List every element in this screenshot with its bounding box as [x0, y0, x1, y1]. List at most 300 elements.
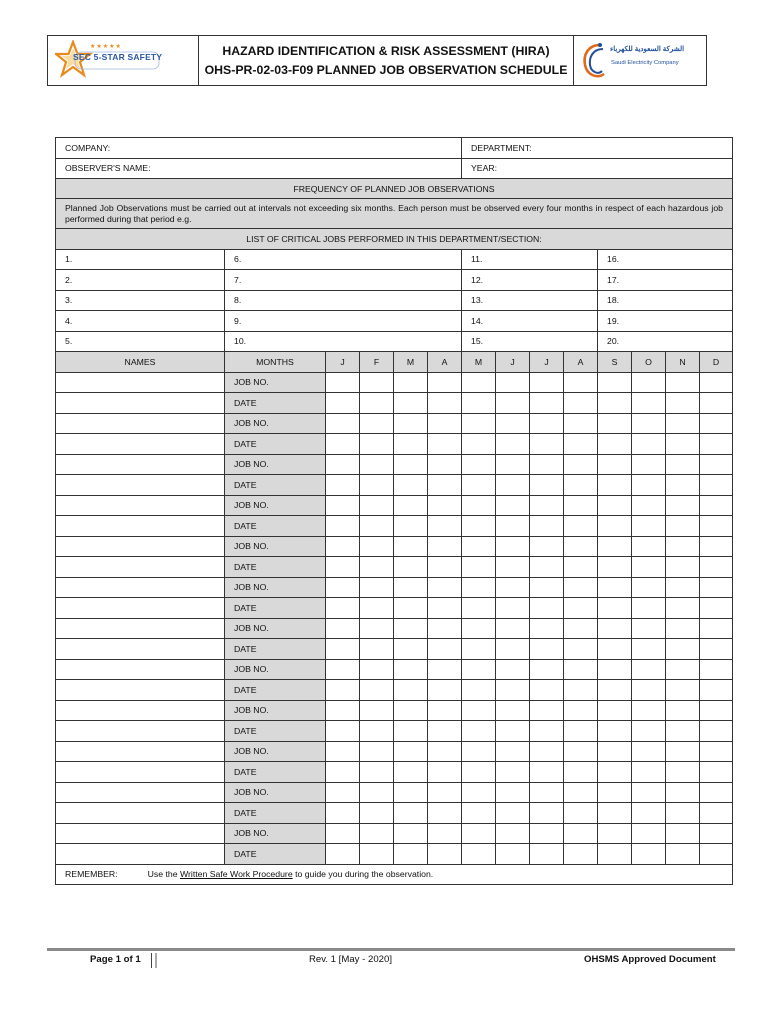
month-entry-cell[interactable]	[360, 413, 394, 434]
month-entry-cell[interactable]	[326, 516, 360, 537]
month-entry-cell[interactable]	[632, 393, 666, 414]
month-entry-cell[interactable]	[394, 413, 428, 434]
month-entry-cell[interactable]	[428, 413, 462, 434]
month-entry-cell[interactable]	[394, 803, 428, 824]
month-entry-cell[interactable]	[530, 536, 564, 557]
month-entry-cell[interactable]	[700, 413, 733, 434]
month-entry-cell[interactable]	[666, 741, 700, 762]
month-entry-cell[interactable]	[564, 680, 598, 701]
employee-name-cell[interactable]	[56, 372, 225, 393]
month-entry-cell[interactable]	[496, 393, 530, 414]
month-entry-cell[interactable]	[428, 762, 462, 783]
critical-job-12[interactable]: 12.	[462, 270, 598, 291]
critical-job-18[interactable]: 18.	[598, 290, 733, 311]
month-entry-cell[interactable]	[666, 577, 700, 598]
month-entry-cell[interactable]	[496, 475, 530, 496]
month-entry-cell[interactable]	[326, 454, 360, 475]
month-entry-cell[interactable]	[462, 372, 496, 393]
month-entry-cell[interactable]	[666, 680, 700, 701]
month-entry-cell[interactable]	[632, 475, 666, 496]
month-entry-cell[interactable]	[700, 557, 733, 578]
month-entry-cell[interactable]	[700, 803, 733, 824]
month-entry-cell[interactable]	[462, 782, 496, 803]
month-entry-cell[interactable]	[394, 598, 428, 619]
month-entry-cell[interactable]	[428, 475, 462, 496]
month-entry-cell[interactable]	[394, 618, 428, 639]
critical-job-5[interactable]: 5.	[56, 331, 225, 352]
month-entry-cell[interactable]	[632, 844, 666, 865]
month-entry-cell[interactable]	[428, 741, 462, 762]
month-entry-cell[interactable]	[666, 536, 700, 557]
month-entry-cell[interactable]	[326, 393, 360, 414]
month-entry-cell[interactable]	[496, 618, 530, 639]
month-entry-cell[interactable]	[462, 721, 496, 742]
month-entry-cell[interactable]	[394, 782, 428, 803]
month-entry-cell[interactable]	[496, 434, 530, 455]
month-entry-cell[interactable]	[428, 516, 462, 537]
month-entry-cell[interactable]	[700, 536, 733, 557]
month-entry-cell[interactable]	[700, 495, 733, 516]
month-entry-cell[interactable]	[666, 495, 700, 516]
month-entry-cell[interactable]	[360, 434, 394, 455]
month-entry-cell[interactable]	[326, 413, 360, 434]
month-entry-cell[interactable]	[564, 803, 598, 824]
critical-job-16[interactable]: 16.	[598, 249, 733, 270]
month-entry-cell[interactable]	[394, 823, 428, 844]
month-entry-cell[interactable]	[564, 721, 598, 742]
month-entry-cell[interactable]	[462, 475, 496, 496]
month-entry-cell[interactable]	[598, 659, 632, 680]
month-entry-cell[interactable]	[326, 782, 360, 803]
month-entry-cell[interactable]	[394, 434, 428, 455]
month-entry-cell[interactable]	[428, 782, 462, 803]
month-entry-cell[interactable]	[326, 639, 360, 660]
month-entry-cell[interactable]	[326, 823, 360, 844]
month-entry-cell[interactable]	[666, 762, 700, 783]
employee-name-cell[interactable]	[56, 557, 225, 578]
month-entry-cell[interactable]	[700, 762, 733, 783]
month-entry-cell[interactable]	[666, 434, 700, 455]
month-entry-cell[interactable]	[394, 721, 428, 742]
month-entry-cell[interactable]	[360, 762, 394, 783]
month-entry-cell[interactable]	[564, 557, 598, 578]
month-entry-cell[interactable]	[394, 495, 428, 516]
month-entry-cell[interactable]	[360, 516, 394, 537]
month-entry-cell[interactable]	[462, 618, 496, 639]
month-entry-cell[interactable]	[530, 659, 564, 680]
month-entry-cell[interactable]	[564, 413, 598, 434]
month-entry-cell[interactable]	[632, 454, 666, 475]
month-entry-cell[interactable]	[496, 659, 530, 680]
month-entry-cell[interactable]	[326, 700, 360, 721]
month-entry-cell[interactable]	[632, 413, 666, 434]
month-entry-cell[interactable]	[700, 782, 733, 803]
month-entry-cell[interactable]	[700, 372, 733, 393]
month-entry-cell[interactable]	[598, 762, 632, 783]
month-entry-cell[interactable]	[394, 680, 428, 701]
safe-work-procedure-link[interactable]: Written Safe Work Procedure	[179, 869, 293, 880]
month-entry-cell[interactable]	[394, 372, 428, 393]
month-entry-cell[interactable]	[326, 741, 360, 762]
employee-name-cell[interactable]	[56, 721, 225, 742]
month-entry-cell[interactable]	[530, 618, 564, 639]
month-entry-cell[interactable]	[326, 680, 360, 701]
month-entry-cell[interactable]	[700, 721, 733, 742]
company-field[interactable]: COMPANY:	[56, 138, 462, 159]
month-entry-cell[interactable]	[326, 618, 360, 639]
month-entry-cell[interactable]	[428, 803, 462, 824]
month-entry-cell[interactable]	[564, 577, 598, 598]
month-entry-cell[interactable]	[394, 741, 428, 762]
month-entry-cell[interactable]	[496, 577, 530, 598]
employee-name-cell[interactable]	[56, 393, 225, 414]
employee-name-cell[interactable]	[56, 434, 225, 455]
critical-job-2[interactable]: 2.	[56, 270, 225, 291]
employee-name-cell[interactable]	[56, 659, 225, 680]
month-entry-cell[interactable]	[598, 823, 632, 844]
month-entry-cell[interactable]	[428, 393, 462, 414]
month-entry-cell[interactable]	[700, 823, 733, 844]
month-entry-cell[interactable]	[326, 803, 360, 824]
month-entry-cell[interactable]	[632, 434, 666, 455]
month-entry-cell[interactable]	[496, 454, 530, 475]
month-entry-cell[interactable]	[598, 372, 632, 393]
month-entry-cell[interactable]	[530, 741, 564, 762]
month-entry-cell[interactable]	[598, 557, 632, 578]
month-entry-cell[interactable]	[462, 844, 496, 865]
month-entry-cell[interactable]	[394, 393, 428, 414]
employee-name-cell[interactable]	[56, 680, 225, 701]
month-entry-cell[interactable]	[632, 372, 666, 393]
month-entry-cell[interactable]	[530, 721, 564, 742]
employee-name-cell[interactable]	[56, 577, 225, 598]
month-entry-cell[interactable]	[564, 659, 598, 680]
month-entry-cell[interactable]	[700, 598, 733, 619]
month-entry-cell[interactable]	[598, 495, 632, 516]
month-entry-cell[interactable]	[700, 393, 733, 414]
month-entry-cell[interactable]	[496, 413, 530, 434]
employee-name-cell[interactable]	[56, 741, 225, 762]
month-entry-cell[interactable]	[598, 700, 632, 721]
critical-job-19[interactable]: 19.	[598, 311, 733, 332]
month-entry-cell[interactable]	[530, 700, 564, 721]
month-entry-cell[interactable]	[666, 639, 700, 660]
month-entry-cell[interactable]	[598, 577, 632, 598]
month-entry-cell[interactable]	[564, 598, 598, 619]
month-entry-cell[interactable]	[700, 618, 733, 639]
employee-name-cell[interactable]	[56, 618, 225, 639]
month-entry-cell[interactable]	[394, 475, 428, 496]
month-entry-cell[interactable]	[666, 372, 700, 393]
month-entry-cell[interactable]	[564, 475, 598, 496]
month-entry-cell[interactable]	[700, 700, 733, 721]
month-entry-cell[interactable]	[598, 598, 632, 619]
critical-job-1[interactable]: 1.	[56, 249, 225, 270]
month-entry-cell[interactable]	[564, 372, 598, 393]
month-entry-cell[interactable]	[462, 680, 496, 701]
month-entry-cell[interactable]	[360, 721, 394, 742]
month-entry-cell[interactable]	[462, 516, 496, 537]
month-entry-cell[interactable]	[632, 803, 666, 824]
month-entry-cell[interactable]	[496, 762, 530, 783]
employee-name-cell[interactable]	[56, 782, 225, 803]
month-entry-cell[interactable]	[530, 434, 564, 455]
critical-job-14[interactable]: 14.	[462, 311, 598, 332]
month-entry-cell[interactable]	[360, 680, 394, 701]
month-entry-cell[interactable]	[530, 782, 564, 803]
month-entry-cell[interactable]	[326, 495, 360, 516]
month-entry-cell[interactable]	[632, 516, 666, 537]
month-entry-cell[interactable]	[666, 721, 700, 742]
month-entry-cell[interactable]	[394, 557, 428, 578]
month-entry-cell[interactable]	[462, 413, 496, 434]
month-entry-cell[interactable]	[530, 557, 564, 578]
month-entry-cell[interactable]	[530, 393, 564, 414]
month-entry-cell[interactable]	[530, 823, 564, 844]
month-entry-cell[interactable]	[394, 639, 428, 660]
month-entry-cell[interactable]	[598, 393, 632, 414]
month-entry-cell[interactable]	[564, 536, 598, 557]
month-entry-cell[interactable]	[360, 823, 394, 844]
month-entry-cell[interactable]	[530, 762, 564, 783]
month-entry-cell[interactable]	[462, 803, 496, 824]
month-entry-cell[interactable]	[360, 639, 394, 660]
month-entry-cell[interactable]	[700, 516, 733, 537]
month-entry-cell[interactable]	[462, 639, 496, 660]
critical-job-20[interactable]: 20.	[598, 331, 733, 352]
month-entry-cell[interactable]	[326, 577, 360, 598]
employee-name-cell[interactable]	[56, 803, 225, 824]
critical-job-4[interactable]: 4.	[56, 311, 225, 332]
month-entry-cell[interactable]	[360, 536, 394, 557]
month-entry-cell[interactable]	[632, 762, 666, 783]
month-entry-cell[interactable]	[496, 536, 530, 557]
month-entry-cell[interactable]	[530, 454, 564, 475]
month-entry-cell[interactable]	[666, 618, 700, 639]
month-entry-cell[interactable]	[564, 741, 598, 762]
month-entry-cell[interactable]	[496, 844, 530, 865]
month-entry-cell[interactable]	[700, 659, 733, 680]
month-entry-cell[interactable]	[428, 823, 462, 844]
month-entry-cell[interactable]	[666, 844, 700, 865]
month-entry-cell[interactable]	[496, 598, 530, 619]
month-entry-cell[interactable]	[700, 741, 733, 762]
month-entry-cell[interactable]	[632, 680, 666, 701]
month-entry-cell[interactable]	[666, 516, 700, 537]
month-entry-cell[interactable]	[496, 700, 530, 721]
month-entry-cell[interactable]	[632, 536, 666, 557]
month-entry-cell[interactable]	[530, 680, 564, 701]
month-entry-cell[interactable]	[496, 557, 530, 578]
month-entry-cell[interactable]	[632, 618, 666, 639]
employee-name-cell[interactable]	[56, 516, 225, 537]
month-entry-cell[interactable]	[394, 762, 428, 783]
month-entry-cell[interactable]	[496, 823, 530, 844]
month-entry-cell[interactable]	[428, 495, 462, 516]
employee-name-cell[interactable]	[56, 475, 225, 496]
month-entry-cell[interactable]	[598, 516, 632, 537]
month-entry-cell[interactable]	[598, 803, 632, 824]
month-entry-cell[interactable]	[666, 659, 700, 680]
month-entry-cell[interactable]	[428, 557, 462, 578]
department-field[interactable]: DEPARTMENT:	[462, 138, 733, 159]
month-entry-cell[interactable]	[598, 454, 632, 475]
month-entry-cell[interactable]	[666, 557, 700, 578]
month-entry-cell[interactable]	[360, 557, 394, 578]
month-entry-cell[interactable]	[530, 639, 564, 660]
critical-job-11[interactable]: 11.	[462, 249, 598, 270]
month-entry-cell[interactable]	[496, 741, 530, 762]
month-entry-cell[interactable]	[326, 762, 360, 783]
month-entry-cell[interactable]	[462, 762, 496, 783]
month-entry-cell[interactable]	[496, 372, 530, 393]
month-entry-cell[interactable]	[530, 475, 564, 496]
month-entry-cell[interactable]	[360, 495, 394, 516]
month-entry-cell[interactable]	[394, 536, 428, 557]
month-entry-cell[interactable]	[496, 516, 530, 537]
month-entry-cell[interactable]	[666, 782, 700, 803]
month-entry-cell[interactable]	[428, 372, 462, 393]
month-entry-cell[interactable]	[666, 475, 700, 496]
month-entry-cell[interactable]	[360, 700, 394, 721]
month-entry-cell[interactable]	[326, 536, 360, 557]
month-entry-cell[interactable]	[530, 495, 564, 516]
critical-job-10[interactable]: 10.	[225, 331, 462, 352]
year-field[interactable]: YEAR:	[462, 158, 733, 179]
month-entry-cell[interactable]	[462, 700, 496, 721]
month-entry-cell[interactable]	[530, 413, 564, 434]
month-entry-cell[interactable]	[496, 680, 530, 701]
month-entry-cell[interactable]	[360, 475, 394, 496]
month-entry-cell[interactable]	[394, 516, 428, 537]
month-entry-cell[interactable]	[632, 700, 666, 721]
month-entry-cell[interactable]	[428, 618, 462, 639]
month-entry-cell[interactable]	[394, 454, 428, 475]
month-entry-cell[interactable]	[700, 454, 733, 475]
month-entry-cell[interactable]	[632, 823, 666, 844]
month-entry-cell[interactable]	[428, 434, 462, 455]
month-entry-cell[interactable]	[632, 659, 666, 680]
month-entry-cell[interactable]	[564, 844, 598, 865]
month-entry-cell[interactable]	[598, 413, 632, 434]
month-entry-cell[interactable]	[700, 475, 733, 496]
month-entry-cell[interactable]	[700, 577, 733, 598]
employee-name-cell[interactable]	[56, 700, 225, 721]
employee-name-cell[interactable]	[56, 762, 225, 783]
month-entry-cell[interactable]	[326, 659, 360, 680]
month-entry-cell[interactable]	[360, 659, 394, 680]
month-entry-cell[interactable]	[632, 721, 666, 742]
employee-name-cell[interactable]	[56, 413, 225, 434]
month-entry-cell[interactable]	[394, 659, 428, 680]
critical-job-6[interactable]: 6.	[225, 249, 462, 270]
month-entry-cell[interactable]	[496, 803, 530, 824]
month-entry-cell[interactable]	[564, 393, 598, 414]
month-entry-cell[interactable]	[700, 434, 733, 455]
month-entry-cell[interactable]	[462, 495, 496, 516]
critical-job-7[interactable]: 7.	[225, 270, 462, 291]
month-entry-cell[interactable]	[632, 741, 666, 762]
month-entry-cell[interactable]	[598, 618, 632, 639]
month-entry-cell[interactable]	[632, 557, 666, 578]
month-entry-cell[interactable]	[598, 782, 632, 803]
month-entry-cell[interactable]	[666, 454, 700, 475]
month-entry-cell[interactable]	[394, 700, 428, 721]
month-entry-cell[interactable]	[394, 844, 428, 865]
month-entry-cell[interactable]	[496, 639, 530, 660]
month-entry-cell[interactable]	[326, 557, 360, 578]
month-entry-cell[interactable]	[530, 577, 564, 598]
month-entry-cell[interactable]	[598, 844, 632, 865]
month-entry-cell[interactable]	[496, 721, 530, 742]
month-entry-cell[interactable]	[394, 577, 428, 598]
month-entry-cell[interactable]	[360, 454, 394, 475]
month-entry-cell[interactable]	[632, 639, 666, 660]
month-entry-cell[interactable]	[530, 803, 564, 824]
month-entry-cell[interactable]	[564, 823, 598, 844]
month-entry-cell[interactable]	[564, 700, 598, 721]
month-entry-cell[interactable]	[360, 803, 394, 824]
month-entry-cell[interactable]	[428, 721, 462, 742]
month-entry-cell[interactable]	[700, 844, 733, 865]
month-entry-cell[interactable]	[564, 639, 598, 660]
month-entry-cell[interactable]	[326, 721, 360, 742]
month-entry-cell[interactable]	[360, 598, 394, 619]
month-entry-cell[interactable]	[564, 762, 598, 783]
employee-name-cell[interactable]	[56, 598, 225, 619]
month-entry-cell[interactable]	[428, 639, 462, 660]
month-entry-cell[interactable]	[564, 782, 598, 803]
employee-name-cell[interactable]	[56, 536, 225, 557]
month-entry-cell[interactable]	[700, 639, 733, 660]
month-entry-cell[interactable]	[462, 454, 496, 475]
month-entry-cell[interactable]	[428, 680, 462, 701]
month-entry-cell[interactable]	[632, 577, 666, 598]
month-entry-cell[interactable]	[326, 475, 360, 496]
critical-job-15[interactable]: 15.	[462, 331, 598, 352]
month-entry-cell[interactable]	[598, 536, 632, 557]
month-entry-cell[interactable]	[326, 598, 360, 619]
month-entry-cell[interactable]	[462, 434, 496, 455]
month-entry-cell[interactable]	[462, 577, 496, 598]
month-entry-cell[interactable]	[666, 393, 700, 414]
month-entry-cell[interactable]	[564, 495, 598, 516]
month-entry-cell[interactable]	[428, 844, 462, 865]
month-entry-cell[interactable]	[598, 639, 632, 660]
month-entry-cell[interactable]	[428, 659, 462, 680]
month-entry-cell[interactable]	[462, 393, 496, 414]
month-entry-cell[interactable]	[666, 823, 700, 844]
month-entry-cell[interactable]	[530, 516, 564, 537]
month-entry-cell[interactable]	[360, 782, 394, 803]
month-entry-cell[interactable]	[632, 598, 666, 619]
critical-job-3[interactable]: 3.	[56, 290, 225, 311]
month-entry-cell[interactable]	[326, 372, 360, 393]
month-entry-cell[interactable]	[666, 700, 700, 721]
critical-job-8[interactable]: 8.	[225, 290, 462, 311]
month-entry-cell[interactable]	[666, 413, 700, 434]
month-entry-cell[interactable]	[360, 844, 394, 865]
month-entry-cell[interactable]	[462, 557, 496, 578]
critical-job-9[interactable]: 9.	[225, 311, 462, 332]
month-entry-cell[interactable]	[564, 434, 598, 455]
month-entry-cell[interactable]	[428, 577, 462, 598]
month-entry-cell[interactable]	[360, 577, 394, 598]
month-entry-cell[interactable]	[428, 536, 462, 557]
month-entry-cell[interactable]	[598, 475, 632, 496]
critical-job-17[interactable]: 17.	[598, 270, 733, 291]
month-entry-cell[interactable]	[598, 434, 632, 455]
